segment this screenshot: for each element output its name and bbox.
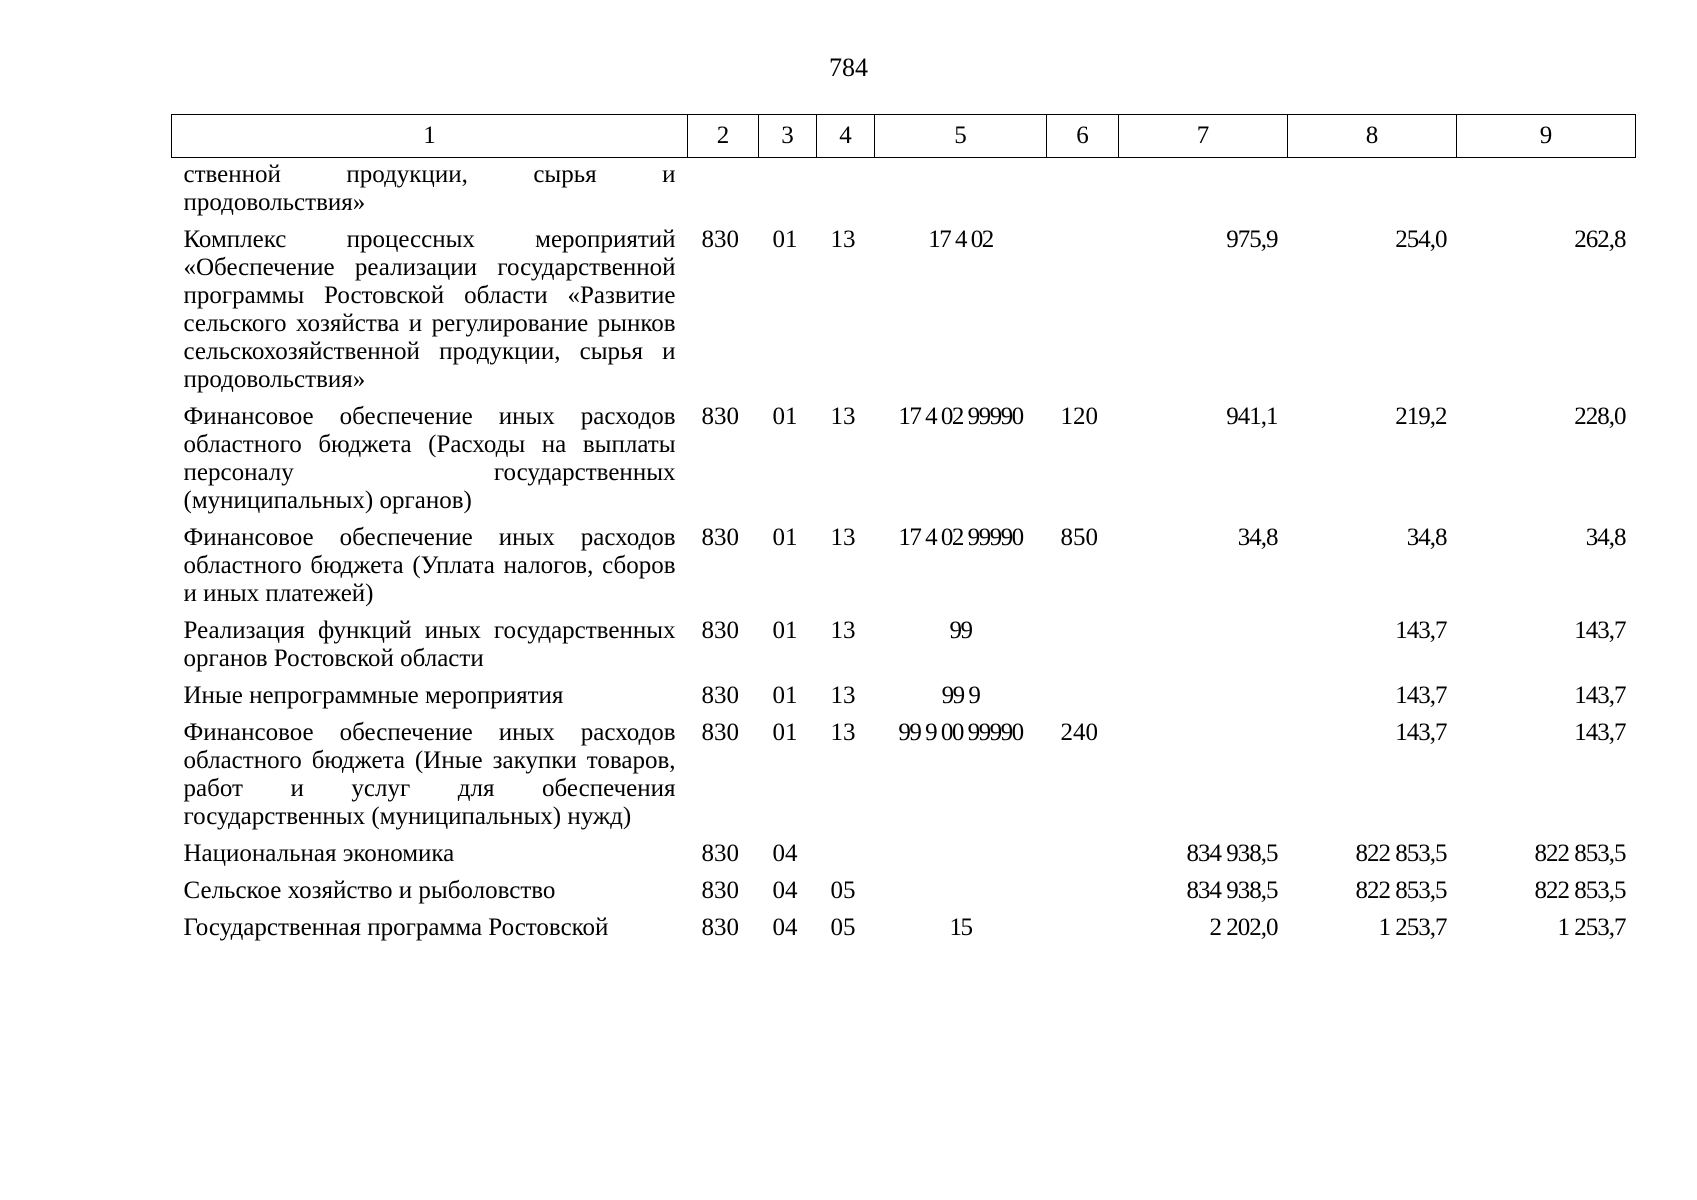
cell-amount-col9	[1457, 158, 1636, 224]
column-header: 1	[172, 115, 688, 158]
column-header: 9	[1457, 115, 1636, 158]
column-header-row	[172, 115, 1636, 158]
cell-ministry-code: 830	[701, 226, 739, 253]
cell-section: 01	[772, 617, 798, 644]
cell-subsection	[817, 158, 875, 224]
cell-target-article	[875, 837, 1047, 874]
cell-amount-col8: 143,7	[1395, 719, 1447, 746]
cell-amount-col7: 941,1	[1226, 403, 1278, 430]
cell-amount-col9: 34,8	[1585, 524, 1626, 551]
cell-target-article: 99	[949, 617, 972, 644]
cell-subsection: 13	[830, 719, 856, 746]
cell-section: 04	[772, 914, 798, 941]
cell-section: 04	[772, 840, 798, 867]
cell-ministry-code: 830	[701, 682, 739, 709]
cell-amount-col7: 834 938,5	[1186, 840, 1278, 867]
cell-ministry-code: 830	[701, 914, 739, 941]
cell-amount-col9: 228,0	[1574, 403, 1626, 430]
cell-expense-type	[1047, 911, 1119, 948]
column-header: 5	[875, 115, 1047, 158]
cell-expense-type	[1047, 874, 1119, 911]
cell-subsection: 05	[830, 877, 856, 904]
cell-section: 01	[772, 524, 798, 551]
cell-subsection: 13	[830, 682, 856, 709]
row-description: ственной продукции, сырья и продовольствия»	[183, 161, 676, 216]
cell-ministry-code: 830	[701, 840, 739, 867]
cell-amount-col7	[1119, 716, 1288, 837]
cell-ministry-code: 830	[701, 403, 739, 430]
cell-amount-col8: 822 853,5	[1355, 840, 1447, 867]
cell-amount-col8	[1288, 158, 1457, 224]
cell-section: 01	[772, 719, 798, 746]
cell-target-article: 17 4 02 99990	[898, 524, 1023, 551]
row-description: Государственная программа Ростовской	[183, 914, 609, 941]
cell-amount-col9: 822 853,5	[1534, 877, 1626, 904]
cell-amount-col8: 143,7	[1395, 617, 1447, 644]
budget-table	[171, 114, 1636, 948]
cell-amount-col7	[1119, 679, 1288, 716]
table-row	[172, 679, 1636, 716]
cell-target-article: 15	[949, 914, 972, 941]
cell-ministry-code: 830	[701, 617, 739, 644]
table-row	[172, 223, 1636, 400]
row-description: Сельское хозяйство и рыболовство	[183, 877, 556, 904]
row-description: Иные непрограммные мероприятия	[183, 682, 564, 709]
table-row	[172, 400, 1636, 521]
cell-section: 01	[772, 403, 798, 430]
row-description: Комплекс процессных мероприятий «Обеспечение реализации государственной программы Ростовской области «Развитие сельского хозяйства и регулирование рынков сельскохозяйственной продукции, сырья и продовольствия»	[183, 226, 676, 393]
cell-subsection: 05	[830, 914, 856, 941]
column-header: 2	[688, 115, 759, 158]
cell-target-article	[875, 874, 1047, 911]
table-row	[172, 521, 1636, 614]
cell-target-article: 17 4 02 99990	[898, 403, 1023, 430]
cell-target-article: 17 4 02	[928, 226, 993, 253]
row-description: Реализация функций иных государственных органов Ростовской области	[183, 617, 676, 672]
cell-amount-col9: 143,7	[1574, 617, 1626, 644]
table-row	[172, 614, 1636, 679]
cell-subsection: 13	[830, 524, 856, 551]
cell-expense-type: 240	[1060, 719, 1098, 746]
cell-ministry-code	[688, 158, 759, 224]
table-body	[172, 158, 1636, 949]
column-header: 7	[1119, 115, 1288, 158]
table-row	[172, 874, 1636, 911]
row-description: Финансовое обеспечение иных расходов областного бюджета (Расходы на выплаты персоналу государственных (муниципальных) органов)	[183, 403, 676, 514]
cell-expense-type	[1047, 158, 1119, 224]
row-description: Финансовое обеспечение иных расходов областного бюджета (Иные закупки товаров, работ и услуг для обеспечения государственных (муниципальных) нужд)	[183, 719, 676, 830]
cell-expense-type: 120	[1060, 403, 1098, 430]
row-description: Национальная экономика	[183, 840, 455, 867]
cell-amount-col8: 822 853,5	[1355, 877, 1447, 904]
cell-amount-col7: 34,8	[1237, 524, 1278, 551]
column-header: 6	[1047, 115, 1119, 158]
cell-target-article	[875, 158, 1047, 224]
cell-target-article: 99 9	[941, 682, 980, 709]
column-header: 8	[1288, 115, 1457, 158]
table-row	[172, 716, 1636, 837]
row-description: Финансовое обеспечение иных расходов областного бюджета (Уплата налогов, сборов и иных платежей)	[183, 524, 676, 607]
table-row	[172, 911, 1636, 948]
cell-amount-col8: 254,0	[1395, 226, 1447, 253]
cell-subsection: 13	[830, 226, 856, 253]
cell-amount-col9: 262,8	[1574, 226, 1626, 253]
cell-expense-type	[1047, 837, 1119, 874]
table-row	[172, 837, 1636, 874]
cell-amount-col8: 219,2	[1395, 403, 1447, 430]
cell-amount-col8: 34,8	[1406, 524, 1447, 551]
cell-section: 01	[772, 226, 798, 253]
cell-ministry-code: 830	[701, 877, 739, 904]
cell-subsection: 13	[830, 403, 856, 430]
cell-subsection	[817, 837, 875, 874]
cell-expense-type: 850	[1060, 524, 1098, 551]
cell-amount-col9: 143,7	[1574, 682, 1626, 709]
cell-subsection: 13	[830, 617, 856, 644]
cell-section	[759, 158, 817, 224]
cell-amount-col9: 1 253,7	[1557, 914, 1626, 941]
cell-amount-col7	[1119, 158, 1288, 224]
table-row	[172, 158, 1636, 224]
cell-amount-col8: 143,7	[1395, 682, 1447, 709]
cell-expense-type	[1047, 679, 1119, 716]
cell-expense-type	[1047, 614, 1119, 679]
cell-amount-col9: 143,7	[1574, 719, 1626, 746]
cell-target-article: 99 9 00 99990	[898, 719, 1023, 746]
column-header: 4	[817, 115, 875, 158]
cell-amount-col9: 822 853,5	[1534, 840, 1626, 867]
cell-ministry-code: 830	[701, 524, 739, 551]
cell-amount-col7: 975,9	[1226, 226, 1278, 253]
column-header: 3	[759, 115, 817, 158]
cell-section: 01	[772, 682, 798, 709]
cell-amount-col7	[1119, 614, 1288, 679]
cell-amount-col7: 834 938,5	[1186, 877, 1278, 904]
page-number: 784	[829, 53, 868, 82]
cell-section: 04	[772, 877, 798, 904]
cell-amount-col8: 1 253,7	[1378, 914, 1447, 941]
cell-amount-col7: 2 202,0	[1209, 914, 1278, 941]
cell-ministry-code: 830	[701, 719, 739, 746]
cell-expense-type	[1047, 223, 1119, 400]
